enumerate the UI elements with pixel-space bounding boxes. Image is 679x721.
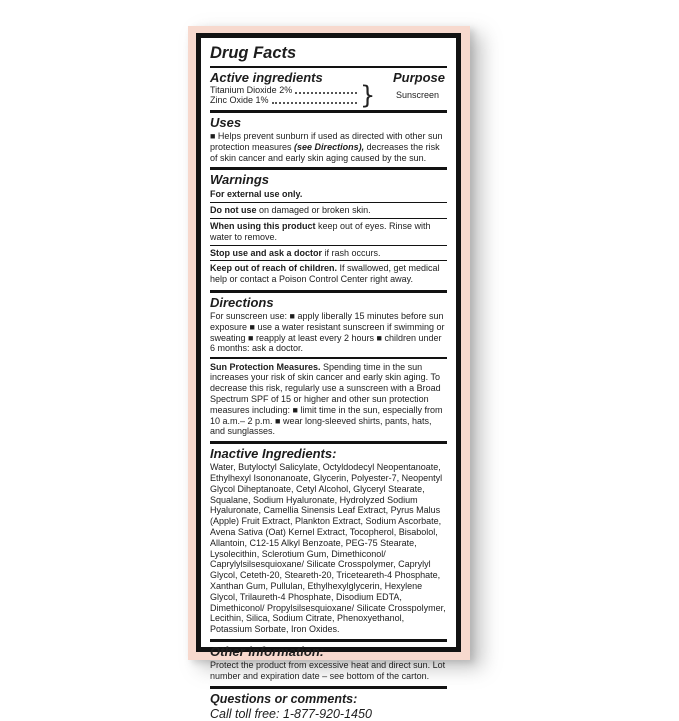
drug-facts-title: Drug Facts (210, 42, 447, 68)
section-divider (210, 441, 447, 444)
other-information-text: Protect the product from excessive heat and direct sun. Lot number and expiration date – see bottom of the carton. (210, 659, 446, 681)
purpose-value: Sunscreen (395, 90, 439, 100)
inactive-ingredients-text: Water, Butyloctyl Salicylate, Octyldodecyl Neopentanoate, Ethylhexyl Isononanoate, Glycerin, Polyester-7, Neopentyl Glycol Diheptanoate, Cetyl Alcohol, Glyceryl Stearate, Squalane, Sodium Hyaluronate, Hydrolyzed Sodium Hyaluronate, Camellia Sinensis Leaf Extract, Pyrus Malus (Apple) Fruit Extract, Plankton Extract, Sodium Ascorbate, Avena Sativa (Oat) Kernel Extract, Tocopherol, Bisabolol, Allantoin, C12-15 Alkyl Benzoate, PEG-75 Stearate, Lysolecithin, Sclerotium Gum, Dimethiconol/ Caprylylsilsesquioxane/ Silicate Crosspolymer, Caprylyl Glycol, Ceteth-20, Steareth-20, Triceteareth-4 Phosphate, Xanthan Gum, Pullulan, Ethylhexylglycerin, Hexylene Glycol, Trilaureth-4 Phosphate, Disodium EDTA, Dimethiconol/ Propylsilsesquioxane/ Silicate Crosspolymer, Lecithin, Silica, Sodium Citrate, Phenoxyethanol, Potassium Sorbate, Iron Oxides. (210, 462, 446, 635)
warning-row: Keep out of reach of children. If swallowed, get medical help or contact a Poison Control Center right away. (210, 260, 447, 287)
warning-row: Do not use on damaged or broken skin. (210, 202, 447, 218)
uses-section (210, 115, 447, 164)
inactive-ingredients-section (210, 446, 447, 636)
section-divider (210, 686, 447, 689)
section-divider (210, 167, 447, 170)
ingredient-row (210, 85, 360, 96)
brace-glyph: } (360, 80, 376, 110)
warning-row: For external use only. (210, 189, 303, 200)
other-information-section (210, 644, 447, 683)
dot-leader (295, 92, 357, 94)
active-ingredients-heading: Active ingredients (210, 70, 323, 85)
ingredient-row (210, 96, 360, 107)
ingredient-name: Titanium Dioxide 2% (210, 84, 293, 95)
active-ingredients-section (210, 68, 447, 110)
questions-section (210, 691, 447, 721)
product-carton-panel (188, 26, 470, 721)
warning-row: When using this product keep out of eyes. Rinse with water to remove. (210, 218, 447, 245)
inactive-ingredients-heading: Inactive Ingredients: (210, 446, 337, 462)
purpose-heading: Purpose (392, 70, 445, 85)
section-divider (210, 639, 447, 642)
warnings-heading: Warnings (210, 172, 269, 188)
dot-leader (272, 102, 357, 104)
drug-facts-label (196, 33, 461, 721)
questions-heading: Questions or comments: (210, 691, 358, 706)
subsection-divider (210, 357, 447, 359)
warnings-section (210, 172, 447, 287)
other-information-heading: Other information: (210, 643, 325, 659)
directions-heading: Directions (210, 294, 274, 310)
uses-heading: Uses (210, 115, 242, 130)
toll-free-number: Call toll free: 1-877-920-1450 (210, 706, 372, 721)
directions-text: For sunscreen use: ■ apply liberally 15 minutes before sun exposure ■ use a water resistant sunscreen if swimming or sweating ■ reapply at least every 2 hours ■ children under 6 months: ask a doctor. (210, 310, 445, 354)
directions-section (210, 295, 447, 438)
ingredient-name: Zinc Oxide 1% (210, 95, 269, 106)
section-divider (210, 290, 447, 293)
warning-row: Stop use and ask a doctor if rash occurs. (210, 245, 447, 261)
sun-protection-text: Sun Protection Measures. Spending time in the sun increases your risk of skin cancer and early skin aging. To decrease this risk, regularly use a sunscreen with a Broad Spectrum SPF of 15 or higher and other sun protection measures including: ■ limit time in the sun, especially from 10 a.m.– 2 p.m. ■ wear long-sleeved shirts, pants, hats, and sunglasses. (210, 361, 443, 437)
section-divider (210, 110, 447, 113)
uses-text: ■ Helps prevent sunburn if used as directed with other sun protection measures (see Directions), decreases the risk of skin cancer and early skin aging caused by the sun. (210, 131, 443, 163)
